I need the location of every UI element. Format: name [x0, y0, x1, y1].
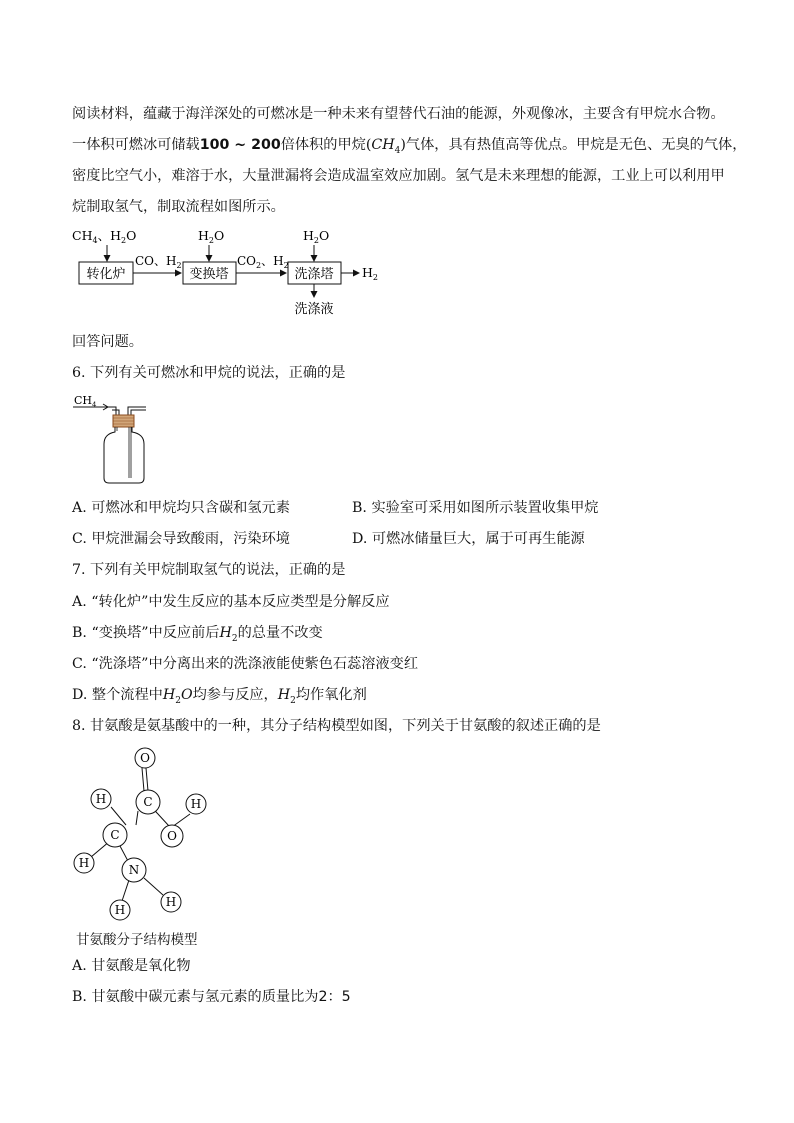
answer-prompt: 回答问题。: [72, 334, 143, 350]
scrubber-label: 洗涤塔: [294, 267, 334, 282]
arrow-label-1: CO、$H_2$: [135, 254, 182, 270]
q8-option-a[interactable]: A. 甘氨酸是氧化物: [72, 958, 191, 974]
gas-bottle: [104, 427, 144, 483]
hydrogen-production-flowchart: [70, 225, 390, 320]
q7-option-b[interactable]: B. “变换塔”中反应前后$H_2$的总量不改变: [72, 625, 323, 644]
svg-text:O: O: [167, 829, 177, 843]
q6-option-c[interactable]: C. 甲烷泄漏会导致酸雨，污染环境: [72, 531, 290, 547]
inlet-tube: [108, 407, 116, 415]
passage-line-1: 阅读材料，蕴藏于海洋深处的可燃冰是一种未来有望替代石油的能源，外观像冰，主要含有甲烷水合物。: [72, 106, 725, 122]
input-label-2: $H_2O$: [198, 228, 225, 245]
svg-text:O: O: [140, 751, 150, 765]
svg-text:H: H: [95, 792, 107, 806]
svg-text:H: H: [165, 895, 177, 909]
waste-label: 洗涤液: [294, 302, 334, 317]
svg-text:C: C: [110, 828, 120, 842]
q6-option-b[interactable]: B. 实验室可采用如图所示装置收集甲烷: [352, 500, 599, 516]
q7-stem: 7. 下列有关甲烷制取氢气的说法，正确的是: [72, 562, 346, 578]
q8-figure-caption: 甘氨酸分子结构模型: [76, 932, 198, 948]
q7-option-d[interactable]: D. 整个流程中$H_2O$均参与反应，$H_2$均作氧化剂: [72, 687, 367, 706]
passage-line-3: 密度比空气小，难溶于水，大量泄漏将会造成温室效应加剧。氢气是未来理想的能源，工业上可以利用甲: [72, 168, 725, 184]
passage-line-4: 烷制取氢气，制取流程如图所示。: [72, 199, 285, 215]
svg-text:N: N: [128, 863, 140, 877]
q7-option-c[interactable]: C. “洗涤塔”中分离出来的洗涤液能使紫色石蕊溶液变红: [72, 656, 419, 672]
svg-text:C: C: [143, 795, 153, 809]
input-label-3: $H_2O$: [303, 228, 330, 245]
gas-label: $CH_4$: [74, 394, 97, 409]
q6-option-d[interactable]: D. 可燃冰储量巨大，属于可再生能源: [352, 531, 585, 547]
q6-stem: 6. 下列有关可燃冰和甲烷的说法，正确的是: [72, 365, 346, 381]
q8-option-b[interactable]: B. 甘氨酸中碳元素与氢元素的质量比为2：5: [72, 989, 351, 1005]
svg-text:H: H: [78, 856, 90, 870]
shift-tower-label: 变换塔: [189, 267, 229, 282]
passage-line-2: 一体积可燃冰可储载100 ~ 200倍体积的甲烷$(CH_4)$气体，具有热值高等优点。甲烷是无色、无臭的气体，: [72, 137, 747, 156]
volume-ratio: 100 ~ 200: [199, 137, 281, 153]
svg-text:H: H: [190, 797, 202, 811]
svg-text:H: H: [114, 903, 126, 917]
input-label-1: $CH_4$、$H_2O$: [72, 228, 137, 245]
gas-collection-bottle-figure: [70, 392, 160, 487]
arrow-label-2: $CO_2$、$H_2$: [237, 254, 289, 270]
output-label: $H_2$: [362, 265, 378, 282]
q8-stem: 8. 甘氨酸是氨基酸中的一种，其分子结构模型如图，下列关于甘氨酸的叙述正确的是: [72, 718, 601, 734]
q6-option-a[interactable]: A. 可燃冰和甲烷均只含碳和氢元素: [72, 500, 290, 516]
glycine-molecule-model: [66, 742, 216, 927]
reformer-label: 转化炉: [86, 267, 126, 282]
q7-option-a[interactable]: A. “转化炉”中发生反应的基本反应类型是分解反应: [72, 594, 390, 610]
